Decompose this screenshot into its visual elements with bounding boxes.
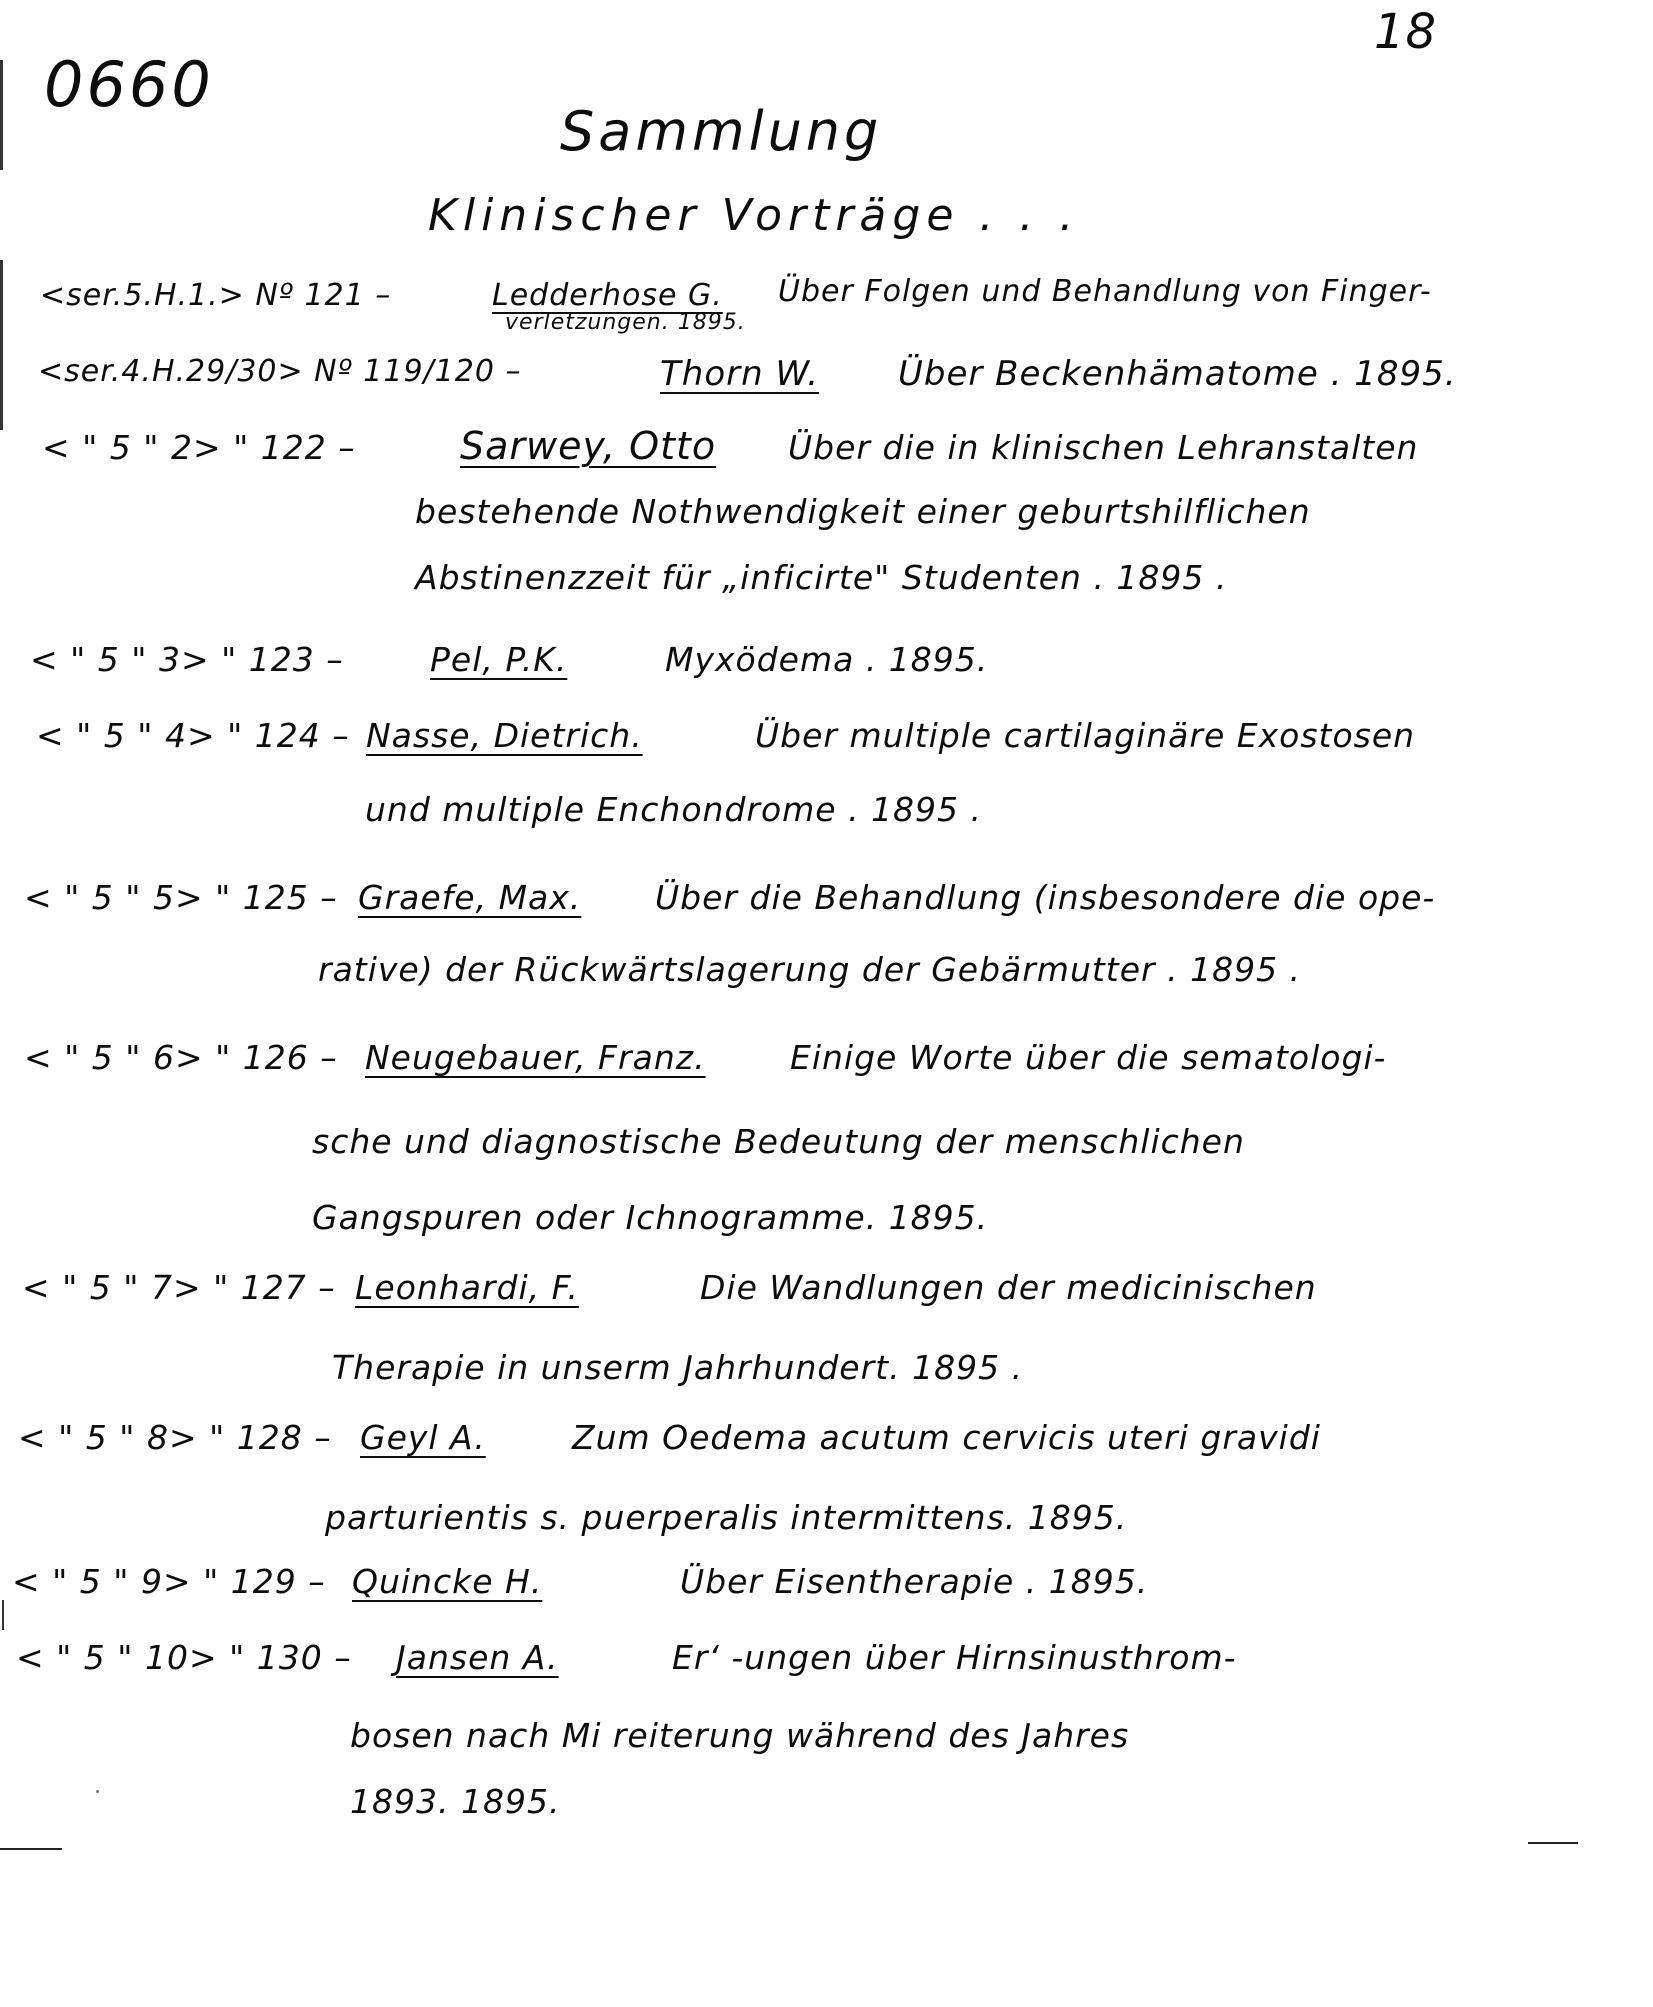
scan-speck [96,1790,99,1793]
entry-title-line: Myxödema . 1895. [665,640,989,679]
card-bottom-edge [0,1848,62,1850]
entry-title-line: Gangspuren oder Ichnogramme. 1895. [312,1198,989,1237]
series-reference: < " 5 " 3> " 123 – [30,640,344,679]
author-name: Ledderhose G. [492,278,723,313]
author-name: Leonhardi, F. [355,1268,579,1307]
collection-title: Sammlung [560,100,883,163]
entry-title-line: Die Wandlungen der medicinischen [700,1268,1317,1307]
entry-title-line: sche und diagnostische Bedeutung der menschlichen [312,1122,1245,1161]
author-name: Graefe, Max. [358,878,582,917]
entry-title-line: verletzungen. 1895. [505,310,746,335]
author-name: Pel, P.K. [430,640,568,679]
collection-subtitle: Klinischer Vorträge . . . [428,190,1080,241]
archive-number: 0660 [44,48,214,121]
scan-edge-mark [0,60,3,170]
entry-title-line: und multiple Enchondrome . 1895 . [365,790,983,829]
series-reference: < " 5 " 10> " 130 – [16,1638,352,1677]
entry-title-line: Über Eisentherapie . 1895. [680,1562,1149,1601]
entry-title-line: Abstinenzzeit für „inficirte" Studenten . 1895 . [415,558,1228,597]
series-reference: < " 5 " 6> " 126 – [24,1038,338,1077]
author-name: Sarwey, Otto [460,424,717,468]
series-reference: < " 5 " 5> " 125 – [24,878,338,917]
entry-title-line: Über Beckenhämatome . 1895. [898,354,1457,394]
author-name: Nasse, Dietrich. [366,716,643,755]
series-reference: < " 5 " 9> " 129 – [12,1562,326,1601]
series-reference: < " 5 " 4> " 124 – [36,716,350,755]
entry-title-line: Therapie in unserm Jahrhundert. 1895 . [332,1348,1024,1387]
series-reference: < " 5 " 8> " 128 – [18,1418,332,1457]
author-name: Jansen A. [396,1638,559,1677]
entry-title-line: rative) der Rückwärtslagerung der Gebärmutter . 1895 . [318,950,1302,989]
author-name: Neugebauer, Franz. [365,1038,706,1077]
entry-title-line: Zum Oedema acutum cervicis uteri gravidi [572,1418,1321,1457]
scan-edge-mark [0,260,3,430]
entry-title-line: 1893. 1895. [350,1782,561,1821]
page-number: 18 [1374,4,1438,60]
card-bottom-edge [1528,1842,1578,1844]
entry-title-line: bosen nach Mi reiterung während des Jahres [350,1716,1130,1755]
entry-title-line: Über die Behandlung (insbesondere die ope- [655,878,1436,917]
author-name: Thorn W. [660,354,820,394]
entry-title-line: Über Folgen und Behandlung von Finger- [778,274,1432,309]
series-reference: < " 5 " 2> " 122 – [42,428,356,467]
series-reference: <ser.5.H.1.> Nº 121 – [40,278,392,313]
author-name: Geyl A. [360,1418,486,1457]
series-reference: <ser.4.H.29/30> Nº 119/120 – [38,354,522,389]
entry-title-line: Über die in klinischen Lehranstalten [788,428,1419,467]
scan-edge-mark [2,1600,4,1630]
entry-title-line: Er‘ ‑ungen über Hirnsinusthrom- [672,1638,1237,1677]
entry-title-line: bestehende Nothwendigkeit einer geburtshilflichen [415,492,1311,531]
entry-title-line: parturientis s. puerperalis intermittens. 1895. [325,1498,1128,1537]
series-reference: < " 5 " 7> " 127 – [22,1268,336,1307]
entry-title-line: Über multiple cartilaginäre Exostosen [755,716,1416,755]
entry-title-line: Einige Worte über die sematologi- [790,1038,1387,1077]
author-name: Quincke H. [352,1562,543,1601]
